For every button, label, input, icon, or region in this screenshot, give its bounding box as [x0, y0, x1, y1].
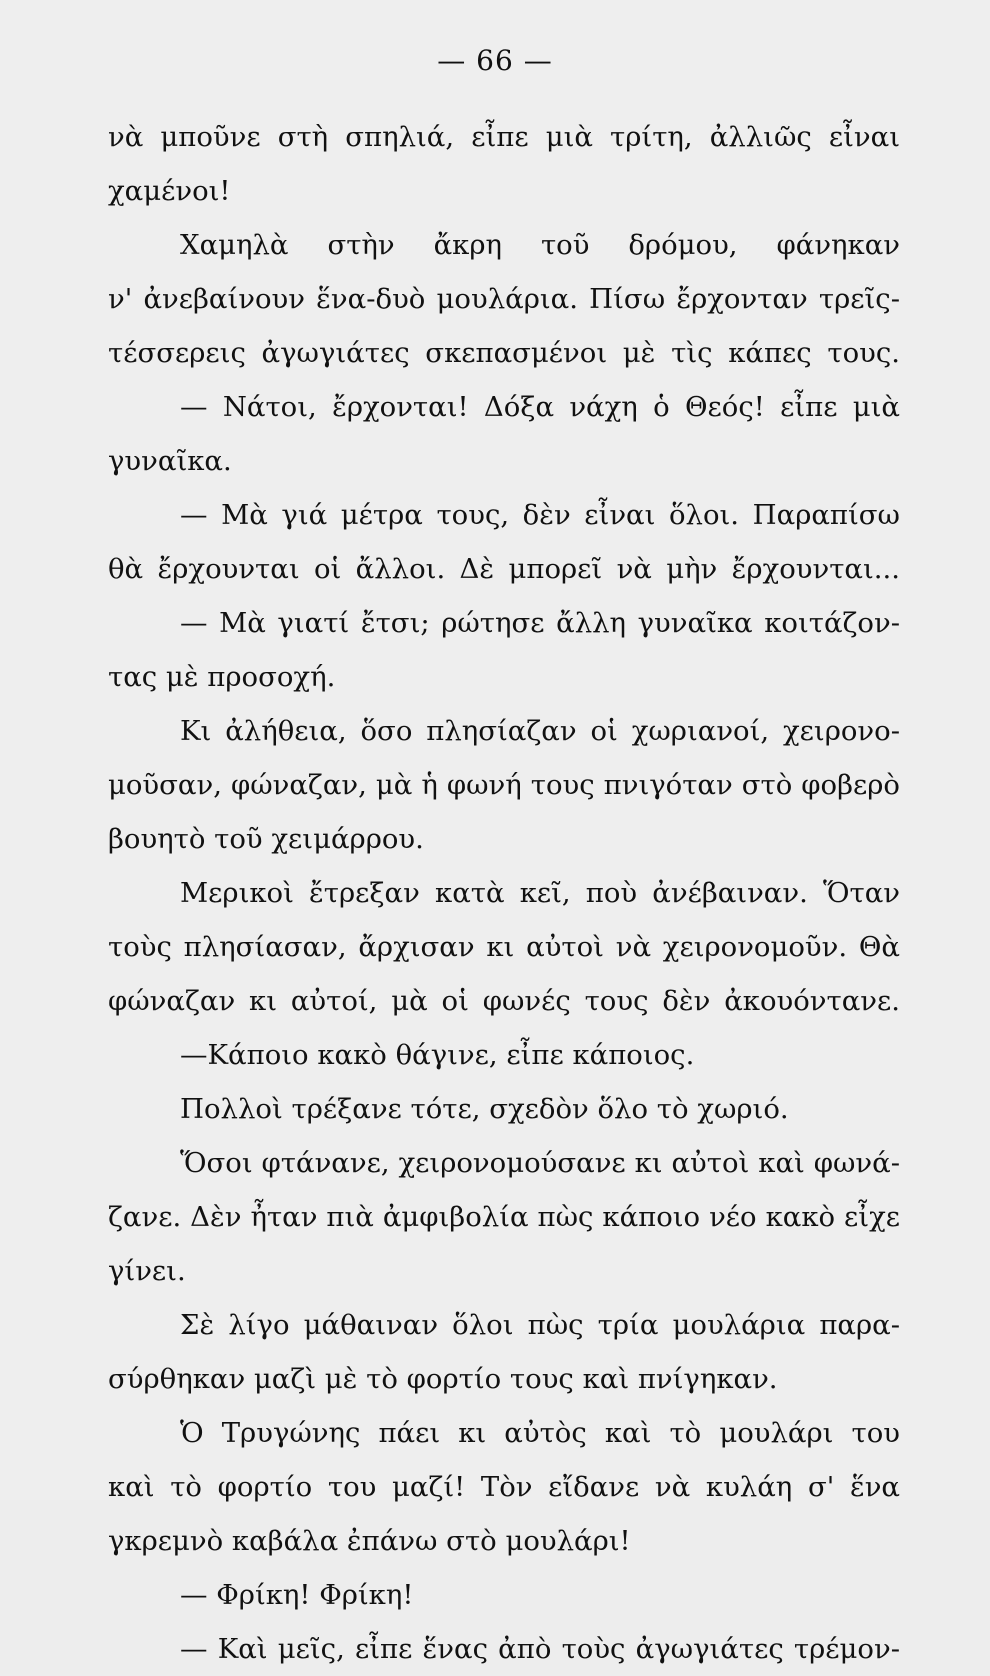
- text-line: Σὲ λίγο μάθαιναν ὅλοι πὼς τρία μουλάρια παρα-: [180, 1309, 900, 1341]
- text-line: Κι ἀλήθεια, ὅσο πλησίαζαν οἱ χωριανοί, χειρονο-: [180, 715, 900, 747]
- body-text: [108, 110, 900, 1676]
- text-line: γυναῖκα.: [108, 445, 232, 477]
- text-line: — Μὰ γιά μέτρα τους, δὲν εἶναι ὅλοι. Παραπίσω: [180, 499, 900, 531]
- text-line: γκρεμνὸ καβάλα ἐπάνω στὸ μουλάρι!: [108, 1525, 631, 1557]
- text-line: —Κάποιο κακὸ θάγινε, εἶπε κάποιος.: [180, 1039, 695, 1071]
- text-line: μοῦσαν, φώναζαν, μὰ ἡ φωνή τους πνιγόταν στὸ φοβερὸ: [108, 769, 900, 801]
- text-line: Χαμηλὰ στὴν ἄκρη τοῦ δρόμου, φάνηκαν: [180, 229, 900, 261]
- text-line: φώναζαν κι αὐτοί, μὰ οἱ φωνές τους δὲν ἀκουόντανε.: [108, 985, 900, 1017]
- text-line: τοὺς πλησίασαν, ἄρχισαν κι αὐτοὶ νὰ χειρονομοῦν. Θὰ: [108, 931, 900, 963]
- page-number: — 66 —: [437, 44, 553, 77]
- text-line: καὶ τὸ φορτίο του μαζί! Τὸν εἴδανε νὰ κυλάη σ' ἕνα: [108, 1471, 900, 1503]
- text-line: Ὁ Τρυγώνης πάει κι αὐτὸς καὶ τὸ μουλάρι του: [180, 1417, 900, 1449]
- text-line: τέσσερεις ἀγωγιάτες σκεπασμένοι μὲ τὶς κάπες τους.: [108, 337, 900, 369]
- text-line: — Νάτοι, ἔρχονται! Δόξα νάχη ὁ Θεός! εἶπε μιὰ: [180, 391, 900, 423]
- text-line: — Φρίκη! Φρίκη!: [180, 1579, 414, 1611]
- text-line: — Μὰ γιατί ἔτσι; ρώτησε ἄλλη γυναῖκα κοιτάζον-: [180, 607, 900, 639]
- text-line: ν' ἀνεβαίνουν ἕνα-δυὸ μουλάρια. Πίσω ἔρχονταν τρεῖς-: [108, 283, 900, 315]
- text-line: Ὅσοι φτάνανε, χειρονομούσανε κι αὐτοὶ καὶ φωνά-: [180, 1147, 900, 1179]
- text-line: γίνει.: [108, 1255, 186, 1287]
- text-line: ζανε. Δὲν ἦταν πιὰ ἀμφιβολία πὼς κάποιο νέο κακὸ εἶχε: [108, 1201, 900, 1233]
- text-line: Πολλοὶ τρέξανε τότε, σχεδὸν ὅλο τὸ χωριό.: [180, 1093, 789, 1125]
- text-line: θὰ ἔρχουνται οἱ ἄλλοι. Δὲ μπορεῖ νὰ μὴν ἔρχουνται...: [108, 553, 900, 585]
- text-line: βουητὸ τοῦ χειμάρρου.: [108, 823, 424, 855]
- text-line: χαμένοι!: [108, 175, 231, 207]
- text-line: σύρθηκαν μαζὶ μὲ τὸ φορτίο τους καὶ πνίγηκαν.: [108, 1363, 778, 1395]
- text-line: — Καὶ μεῖς, εἶπε ἕνας ἀπὸ τοὺς ἀγωγιάτες τρέμον-: [180, 1633, 900, 1665]
- text-line: Μερικοὶ ἔτρεξαν κατὰ κεῖ, ποὺ ἀνέβαιναν. Ὅταν: [180, 877, 900, 909]
- text-line: νὰ μποῦνε στὴ σπηλιά, εἶπε μιὰ τρίτη, ἀλλιῶς εἶναι: [108, 121, 900, 153]
- text-line: τας μὲ προσοχή.: [108, 661, 336, 693]
